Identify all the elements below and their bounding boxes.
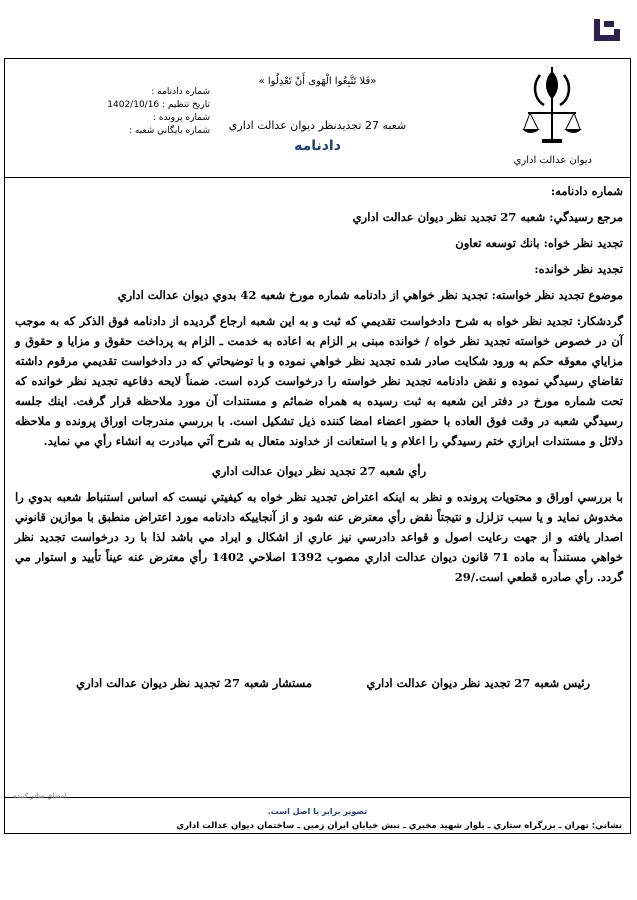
address: نشاني: تهران ـ بزرگراه ستاري ـ بلوار شهيد مخبري ـ نبش خيابان ايران زمين ـ ساختمان ديوان عدالت اداري [176, 821, 622, 831]
ruling-title: رأي شعبه 27 تجديد نظر ديوان عدالت اداري [211, 464, 427, 478]
court-name: ديوان عدالت اداري [513, 155, 592, 166]
branch-title: شعبه 27 تجديدنظر ديوان عدالت اداري [228, 119, 407, 132]
reference-authority: مرجع رسيدگي: شعبه 27 تجديد نظر ديوان عدالت اداري [352, 210, 623, 224]
document-title: دادنامه [294, 138, 341, 154]
header-archive-no: شماره بايگاني شعبه : [128, 126, 210, 136]
appeal-subject: موضوع تجديد نظر خواسته: تجديد نظر خواهي از دادنامه شماره مورخ شعبه 42 بدوي ديوان عدالت اداري [117, 288, 623, 302]
ruling-text: با بررسي اوراق و محتويات پرونده و نظر به اينكه اعتراض تجديد نظر خواه به كيفيتي نيست كه اساس استنباط شعبه بدوي را مخدوش نمايد و يا سبب تزلزل و نتيجتاً نقض رأي معترض عنه شود و از آنجاييكه دادنامه مورد اعتراض منطبق با موازين قانوني اصدار يافته و از جهت رعايت اصول و قواعد دادرسي نيز عاري از اشكال و ايراد مي باشد لذا با رد درخواست تجديد نظر خواهي مستنداً به ماده 71 قانون ديوان عدالت اداري مصوب 1392 اصلاحي 1402 رأي معترض عنه عيناً تأييد و استوار مي گردد. رأي صادره قطعي است./29 [15, 490, 623, 584]
document-frame [4, 58, 631, 834]
appellee: تجديد نظر خوانده: [534, 262, 623, 276]
verdict-body [15, 181, 623, 587]
copy-certification: تصوير برابر با اصل است. [267, 807, 368, 816]
signer-label: امضاي صادر كننده [13, 792, 67, 800]
header-case-no: شماره پرونده : [152, 113, 210, 123]
case-summary: گردشكار: تجديد نظر خواه به شرح دادخواست تقديمي كه ثبت و به اين شعبه ارجاع گرديده از دادنامه فوق الذكر كه به موجب آن در خصوص خواسته تجديد نظر خواه / خوانده مبنی بر الزام به اعاده به خدمت ـ الزام به پرداخت حقوق و مزايا و حقوق و مزاياي معوقه حكم به ورود شكايت صادر شده تجديد نظر خواهي نموده و با توضيحاتي كه در دادخواست تقديمي مرقوم داشته تقاضاي رسيدگي نموده و نقض دادنامه تجديد نظر خواسته را درخواست كرده است. ضمناً لايحه دفاعيه تجديد نظر خوانده كه تحت شماره مورخ در دفتر اين شعبه به ثبت رسيده به همراه ضمائم و مستندات آن مورد ملاحظه قرار گرفت. اينك جلسه رسيدگي شعبه در وقت فوق العاده با حضور اعضاء امضا كننده ذيل تشكيل است. با بررسي مندرجات اوراق پرونده و ملاحظه دلائل و مستندات ابرازي ختم رسيدگي را اعلام و با استعانت از خداوند متعال به شرح آتي مبادرت به انشاء رأي مي نمايد. [15, 314, 623, 448]
verdict-number: شماره دادنامه: [550, 184, 623, 198]
signatures [5, 676, 630, 696]
header-fields [105, 86, 210, 138]
document-header [5, 59, 630, 178]
signature-head: رئيس شعبه 27 تجديد نظر ديوان عدالت اداري [366, 676, 590, 690]
header-verdict-no: شماره دادنامه : [151, 87, 210, 97]
quran-verse: «فَلا تَتَّبِعُوا الْهَوى أَنْ تَعْدِلُوا » [258, 76, 377, 87]
signature-counsel: مستشار شعبه 27 تجديد نظر ديوان عدالت اداري [76, 676, 312, 690]
appellant: تجديد نظر خواه: بانك توسعه تعاون [455, 236, 623, 250]
header-date: تاريخ تنظيم : 1402/10/16 [107, 100, 210, 110]
footer-divider [5, 797, 630, 798]
corner-logo-icon [590, 13, 624, 47]
